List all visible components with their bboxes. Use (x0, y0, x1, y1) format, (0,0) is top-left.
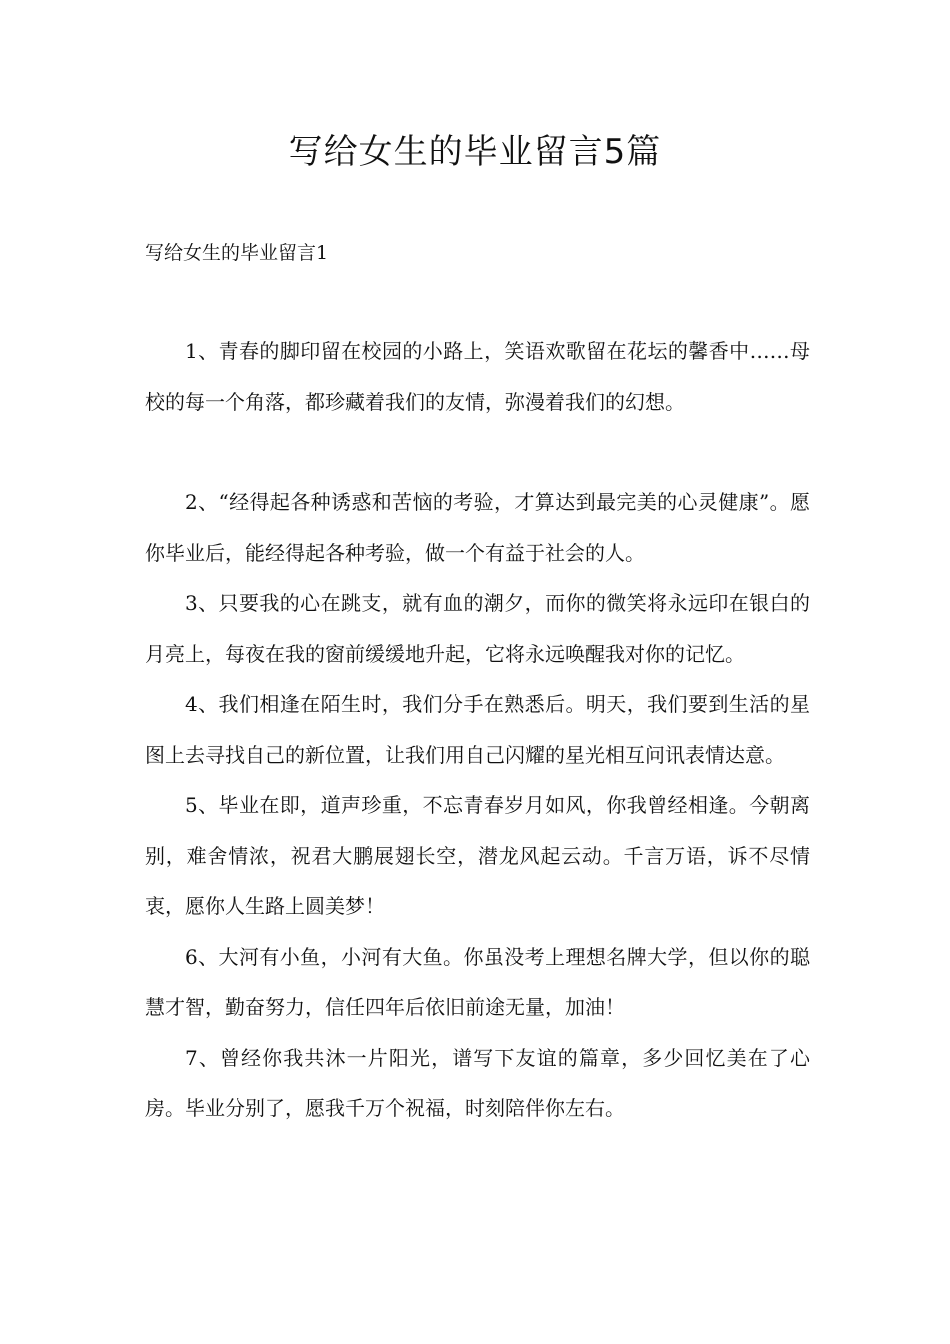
section-heading: 写给女生的毕业留言1 (145, 242, 329, 264)
document-title: 写给女生的毕业留言5篇 (288, 132, 662, 172)
paragraph-6: 6、大河有小鱼，小河有大鱼。你虽没考上理想名牌大学，但以你的聪慧才智，勤奋努力，信任四年后依旧前途无量，加油！ (145, 944, 810, 1019)
paragraph-block-2 (145, 477, 810, 1134)
paragraph-3: 3、只要我的心在跳支，就有血的潮夕，而你的微笑将永远印在银白的月亮上，每夜在我的窗前缓缓地升起，它将永远唤醒我对你的记忆。 (145, 591, 810, 666)
paragraph-2: 2、“经得起各种诱惑和苦恼的考验，才算达到最完美的心灵健康”。愿你毕业后，能经得起各种考验，做一个有益于社会的人。 (145, 490, 810, 565)
paragraph-1: 1、青春的脚印留在校园的小路上，笑语欢歌留在花坛的馨香中……母校的每一个角落，都珍藏着我们的友情，弥漫着我们的幻想。 (145, 339, 810, 414)
paragraph-block-1 (145, 326, 810, 427)
paragraph-5: 5、毕业在即，道声珍重，不忘青春岁月如风，你我曾经相逢。今朝离别，难舍情浓，祝君大鹏展翅长空，潜龙风起云动。千言万语，诉不尽情衷，愿你人生路上圆美梦！ (145, 793, 810, 918)
paragraph-4: 4、我们相逢在陌生时，我们分手在熟悉后。明天，我们要到生活的星图上去寻找自己的新位置，让我们用自己闪耀的星光相互问讯表情达意。 (145, 692, 810, 767)
paragraph-7: 7、曾经你我共沐一片阳光，谱写下友谊的篇章，多少回忆美在了心房。毕业分别了，愿我千万个祝福，时刻陪伴你左右。 (145, 1045, 810, 1120)
